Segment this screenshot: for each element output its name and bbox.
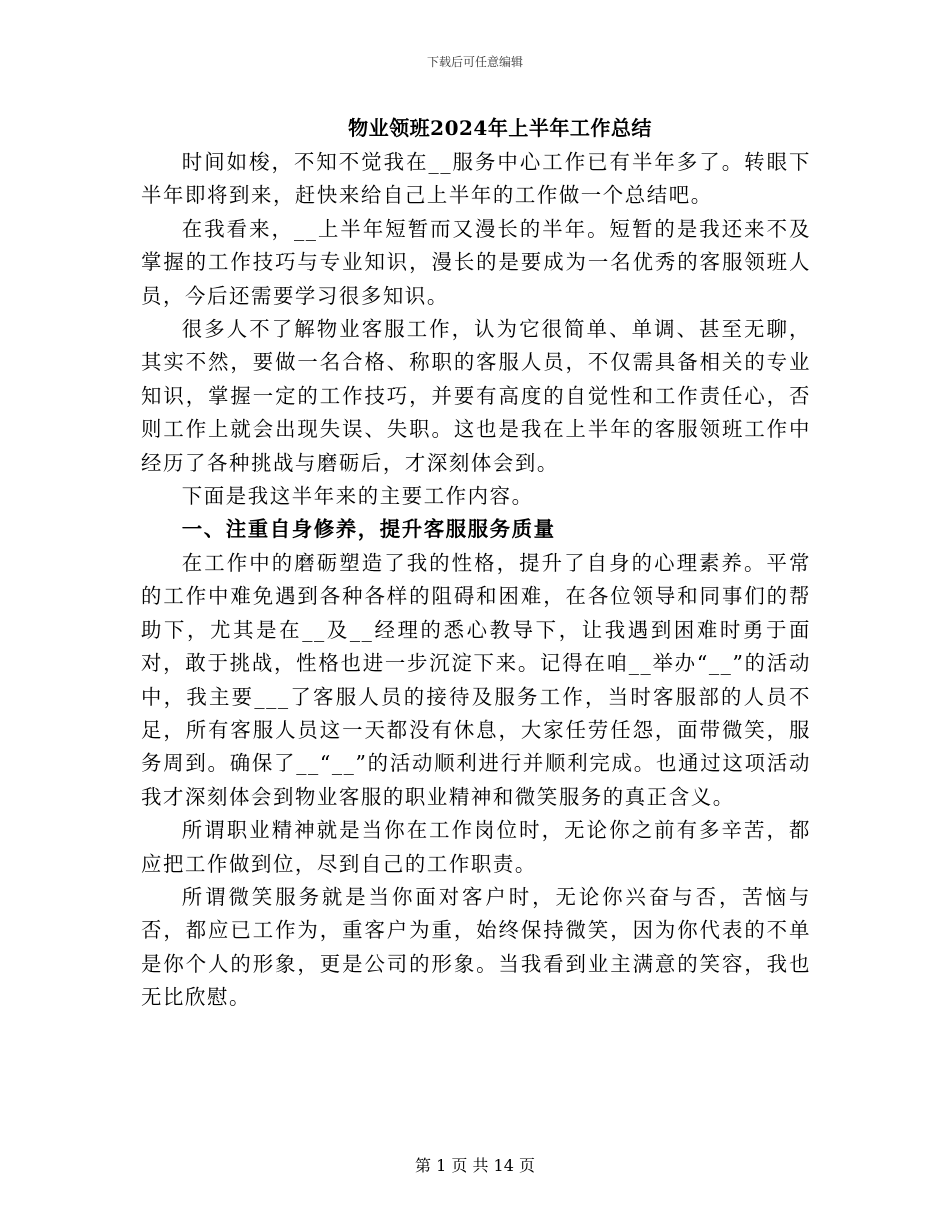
paragraph-intro: 时间如梭，不知不觉我在__服务中心工作已有半年多了。转眼下半年即将到来，赶快来给自己上半年的工作做一个总结吧。 [141, 150, 811, 208]
paragraph-lead-in: 下面是我这半年来的主要工作内容。 [181, 484, 534, 509]
page-footer: 第 1 页 共 14 页 [415, 1156, 535, 1175]
document-body [141, 146, 811, 1015]
paragraph-view: 在我看来，__上半年短暂而又漫长的半年。短暂的是我还来不及掌握的工作技巧与专业知识，漫长的是要成为一名优秀的客服领班人员，今后还需要学习很多知识。 [141, 216, 811, 308]
header-note: 下载后可任意编辑 [426, 55, 523, 69]
paragraph-smile-service: 所谓微笑服务就是当你面对客户时，无论你兴奋与否，苦恼与否，都应已工作为，重客户为重，始终保持微笑，因为你代表的不单是你个人的形象，更是公司的形象。当我看到业主满意的笑容，我也无比欣慰。 [141, 884, 811, 1010]
paragraph-section-body: 在工作中的磨砺塑造了我的性格，提升了自身的心理素养。平常的工作中难免遇到各种各样的阻碍和困难，在各位领导和同事们的帮助下，尤其是在__及__经理的悉心教导下，让我遇到困难时勇于面对，敢于挑战，性格也进一步沉淀下来。记得在咱__举办“__”的活动中，我主要___了客服人员的接待及服务工作，当时客服部的人员不足，所有客服人员这一天都没有休息，大家任劳任怨，面带微笑，服务周到。确保了__“__”的活动顺利进行并顺利完成。也通过这项活动我才深刻体会到物业客服的职业精神和微笑服务的真正含义。 [141, 550, 811, 809]
paragraph-professional-spirit: 所谓职业精神就是当你在工作岗位时，无论你之前有多辛苦，都应把工作做到位，尽到自己的工作职责。 [141, 818, 811, 876]
section-heading: 一、注重自身修养，提升客服服务质量 [181, 517, 556, 542]
document-title: 物业领班2024年上半年工作总结 [348, 116, 652, 140]
paragraph-understanding: 很多人不了解物业客服工作，认为它很简单、单调、甚至无聊，其实不然，要做一名合格、称职的客服人员，不仅需具备相关的专业知识，掌握一定的工作技巧，并要有高度的自觉性和工作责任心，否则工作上就会出现失误、失职。这也是我在上半年的客服领班工作中经历了各种挑战与磨砺后，才深刻体会到。 [141, 317, 811, 475]
